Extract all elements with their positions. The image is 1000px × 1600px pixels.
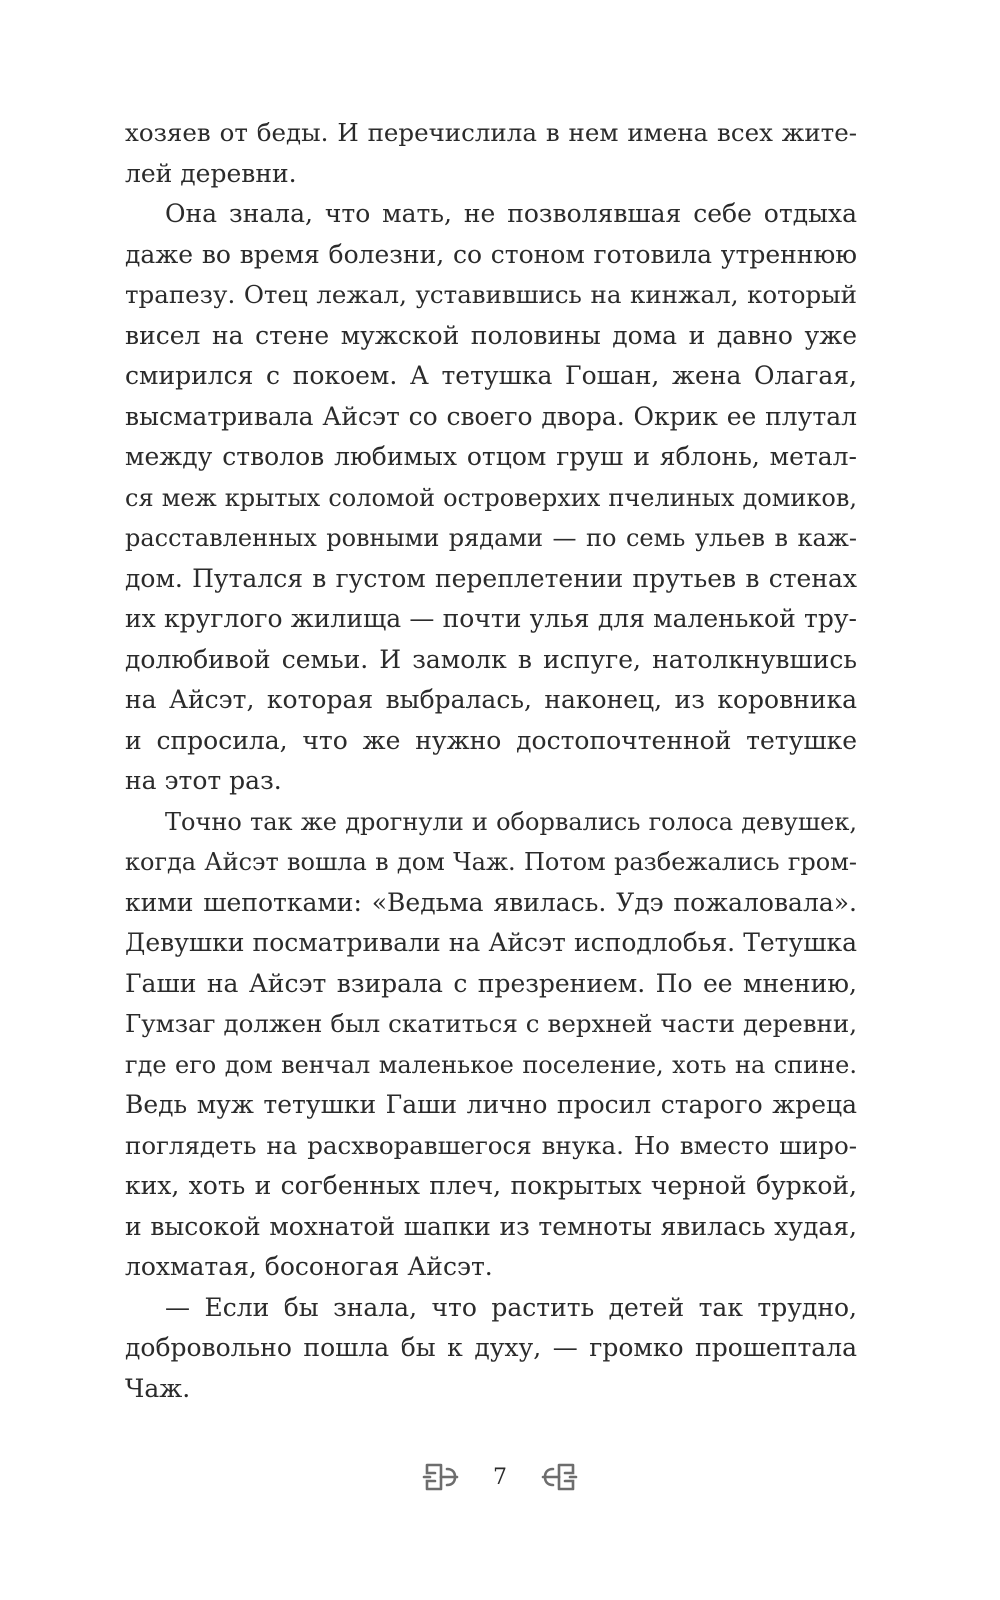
- text-line: и высокой мохнатой шапки из темноты явилась худая,: [125, 1211, 857, 1241]
- text-line: лохматая, босоногая Айсэт.: [125, 1252, 493, 1281]
- text-line: поглядеть на расхворавшегося внука. Но вместо широ-: [125, 1130, 857, 1160]
- text-line: смирился с покоем. А тетушка Гошан, жена Олагая,: [125, 361, 857, 390]
- text-line: долюбивой семьи. И замолк в испуге, натолкнувшись: [125, 644, 857, 674]
- paragraph: [125, 113, 857, 194]
- page-number: 7: [493, 1464, 507, 1490]
- paragraph: [125, 1288, 857, 1410]
- text-line: дом. Путался в густом переплетении прутьев в стенах: [125, 563, 857, 593]
- text-line: Она знала, что мать, не позволявшая себе отдыха: [165, 199, 857, 228]
- text-line: кими шепотками: «Ведьма явилась. Удэ пожаловала».: [125, 887, 857, 917]
- ornament-right-icon: [537, 1457, 579, 1497]
- page-footer: [0, 1452, 1000, 1502]
- text-line: Гаши на Айсэт взирала с презрением. По ее мнению,: [125, 968, 857, 998]
- text-line: — Если бы знала, что растить детей так трудно,: [165, 1292, 857, 1322]
- text-line: добровольно пошла бы к духу, — громко прошептала: [125, 1333, 857, 1362]
- text-line: расставленных ровными рядами — по семь ульев в каж-: [125, 524, 857, 552]
- paragraph: [125, 802, 857, 1288]
- text-line: ся меж крытых соломой островерхих пчелиных домиков,: [125, 483, 857, 512]
- text-line: Гумзаг должен был скатиться с верхней части деревни,: [125, 1009, 857, 1038]
- text-line: даже во время болезни, со стоном готовила утреннюю: [125, 239, 857, 269]
- text-line: на этот раз.: [125, 766, 282, 795]
- ornament-left-icon: [421, 1457, 463, 1497]
- text-line: висел на стене мужской половины дома и давно уже: [125, 320, 857, 350]
- text-line: Чаж.: [125, 1373, 191, 1403]
- text-line: трапезу. Отец лежал, уставившись на кинжал, который: [125, 280, 857, 309]
- text-line: когда Айсэт вошла в дом Чаж. Потом разбежались гром-: [125, 848, 857, 876]
- text-line: между стволов любимых отцом груш и яблонь, метал-: [125, 442, 857, 471]
- text-line: ких, хоть и согбенных плеч, покрытых черной буркой,: [125, 1171, 857, 1200]
- text-line: Ведь муж тетушки Гаши лично просил старого жреца: [125, 1090, 857, 1119]
- text-line: Точно так же дрогнули и оборвались голоса девушек,: [165, 807, 857, 836]
- text-line: их круглого жилища — почти улья для маленькой тру-: [125, 604, 857, 633]
- paragraph: [125, 194, 857, 802]
- text-line: Девушки посматривали на Айсэт исподлобья. Тетушка: [125, 928, 857, 957]
- text-line: хозяев от беды. И перечислила в нем имена всех жите-: [125, 118, 857, 147]
- text-line: где его дом венчал маленькое поселение, хоть на спине.: [125, 1050, 857, 1079]
- text-line: лей деревни.: [125, 158, 297, 188]
- body-text: [125, 113, 857, 1409]
- text-line: высматривала Айсэт со своего двора. Окрик ее плутал: [125, 401, 857, 431]
- text-line: и спросила, что же нужно достопочтенной тетушке: [125, 725, 857, 755]
- text-line: на Айсэт, которая выбралась, наконец, из коровника: [125, 685, 857, 714]
